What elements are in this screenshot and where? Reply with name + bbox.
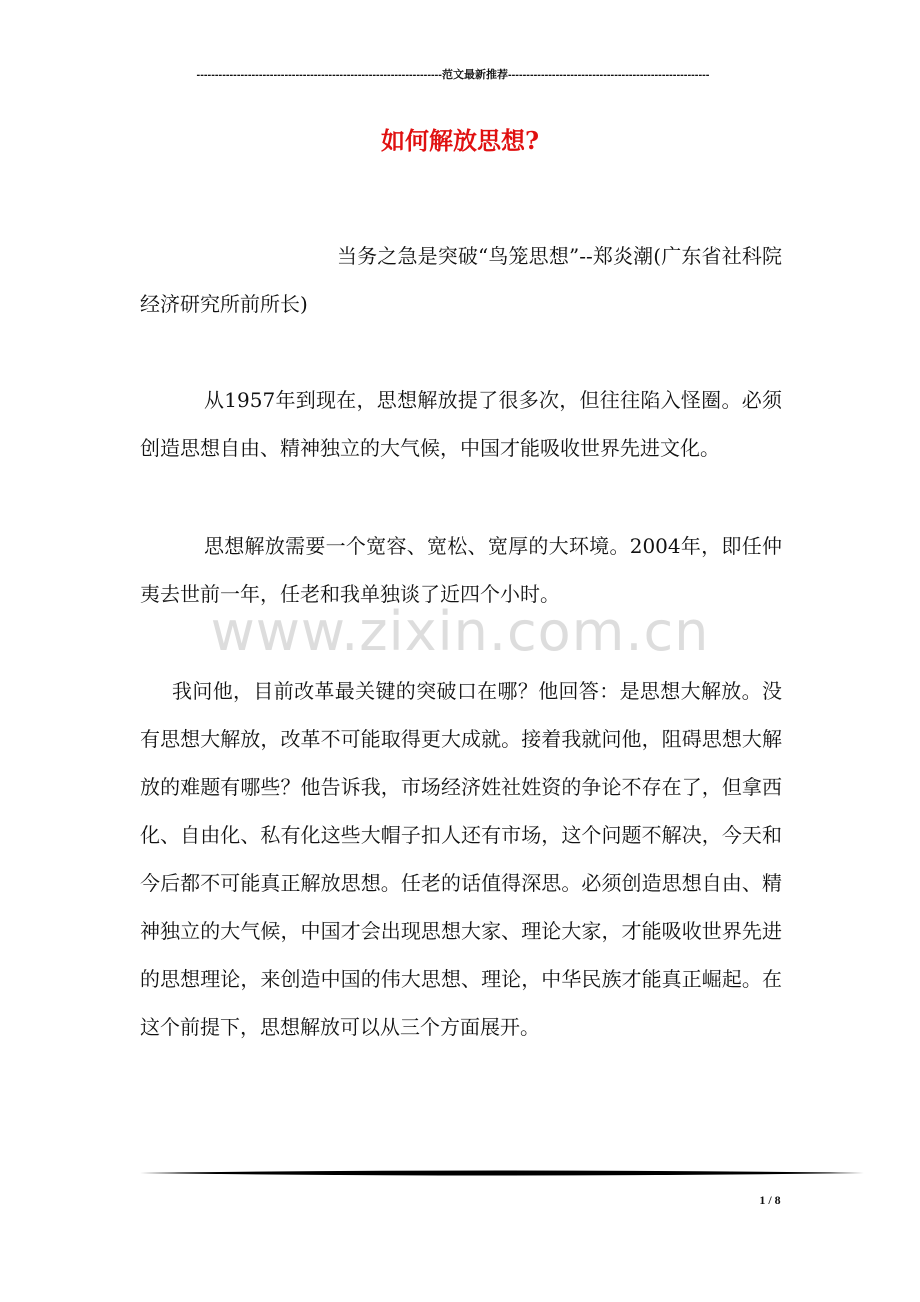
page-header: -------------------------------------------------------------------范文最新推荐------------------------------------------------------- xyxy=(196,69,710,81)
paragraph-2: 思想解放需要一个宽容、宽松、宽厚的大环境。2004年，即任仲夷去世前一年，任老和我单独谈了近四个小时。 xyxy=(140,534,782,606)
watermark: www.zixin.com.cn xyxy=(210,600,710,663)
paragraph-3: 我问他，目前改革最关键的突破口在哪？他回答：是思想大解放。没有思想大解放，改革不可能取得更大成就。接着我就问他，阻碍思想大解放的难题有哪些？他告诉我，市场经济姓社姓资的争论不存在了，但拿西化、自由化、私有化这些大帽子扣人还有市场，这个问题不解决，今天和今后都不可能真正解放思想。任老的话值得深思。必须创造思想自由、精神独立的大气候，中国才会出现思想大家、理论大家，才能吸收世界先进的思想理论，来创造中国的伟大思想、理论，中华民族才能真正崛起。在这个前提下，思想解放可以从三个方面展开。 xyxy=(140,679,782,1039)
paragraph-1: 从1957年到现在，思想解放提了很多次，但往往陷入怪圈。必须创造思想自由、精神独立的大气候，中国才能吸收世界先进文化。 xyxy=(140,388,782,460)
document-title: 如何解放思想? xyxy=(380,126,540,155)
subtitle-byline: 当务之急是突破“鸟笼思想”--郑炎潮(广东省社科院经济研究所前所长) xyxy=(140,244,782,316)
page-number: 1 / 8 xyxy=(759,1193,781,1207)
footer-rule xyxy=(140,1168,864,1178)
